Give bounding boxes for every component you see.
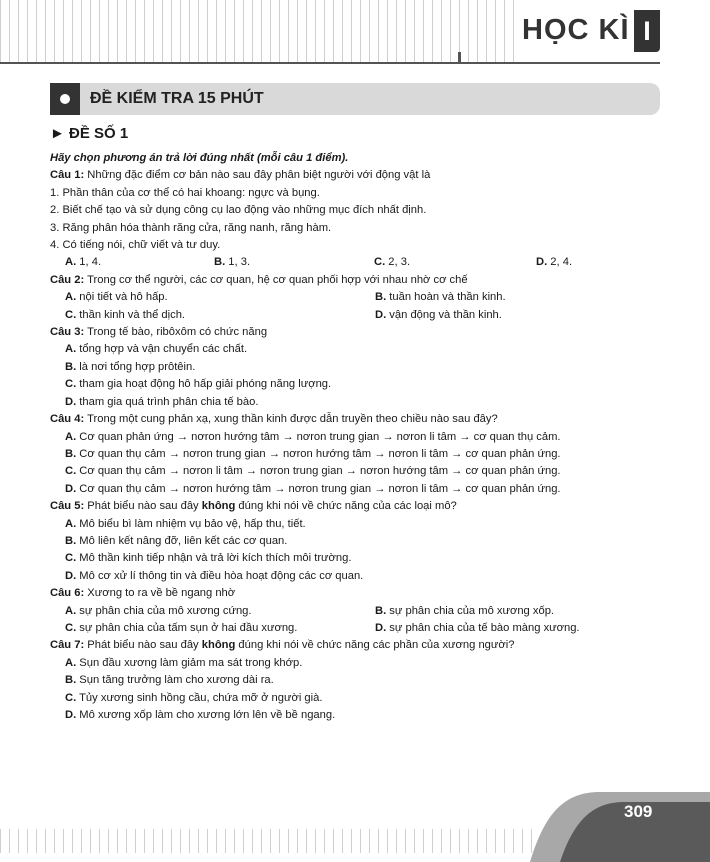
question-4 [50, 411, 630, 428]
answer-option: B. Sụn tăng trưởng làm cho xương dài ra. [65, 674, 274, 687]
question-7: Câu 7: Phát biểu nào sau đây không đúng khi nói về chức năng các phần của xương người? [50, 639, 515, 652]
footer-ruler-decoration [0, 829, 540, 853]
question-label: Câu 4: [50, 413, 85, 426]
bullet-dot-icon [60, 94, 70, 104]
answer-option: D. Cơ quan thụ cảm → nơron hướng tâm → nơron trung gian → nơron li tâm → cơ quan phản ứng. [65, 482, 561, 495]
question-1 [50, 167, 630, 184]
header-divider [0, 62, 660, 64]
question-6 [50, 585, 630, 602]
question-2 [50, 272, 630, 289]
answer-option: C. tham gia hoạt động hô hấp giải phóng năng lượng. [65, 378, 332, 391]
answer-option: C. sự phân chia của tấm sụn ở hai đầu xương. [65, 621, 298, 634]
answer-option: B. Cơ quan thụ cảm → nơron trung gian → nơron hướng tâm → nơron li tâm → cơ quan phản ứng. [65, 447, 561, 460]
answer-option: B. 1, 3. [214, 256, 251, 269]
section-title: ĐỀ KIỂM TRA 15 PHÚT [90, 90, 264, 107]
chapter-title: HỌC KÌ [522, 14, 630, 46]
header-ruler-decoration [0, 0, 520, 62]
emphasis-word: không [201, 500, 236, 513]
answer-option: D. tham gia quá trình phân chia tế bào. [65, 395, 259, 408]
answer-options [50, 620, 630, 637]
statement-item: 3. Răng phân hóa thành răng cửa, răng nanh, răng hàm. [50, 221, 332, 234]
page-corner-decoration [520, 772, 710, 862]
chapter-number-badge: I [634, 10, 660, 52]
question-label: Câu 7: [50, 639, 85, 652]
header-marker [458, 52, 461, 62]
statement-item: 2. Biết chế tạo và sử dụng công cụ lao động vào những mục đích nhất định. [50, 204, 427, 217]
question-text: Những đặc điểm cơ bản nào sau đây phân biệt người với động vật là [84, 169, 431, 182]
answer-option: B. sự phân chia của mô xương xốp. [375, 604, 555, 617]
answer-option: A. Cơ quan phản ứng → nơron hướng tâm → nơron trung gian → nơron li tâm → cơ quan thụ cảm. [65, 430, 561, 443]
question-label: Câu 5: [50, 500, 85, 513]
question-text: Xương to ra về bề ngang nhờ [84, 587, 236, 600]
answer-option: A. tổng hợp và vận chuyển các chất. [65, 343, 248, 356]
statement-item: 1. Phần thân của cơ thể có hai khoang: ngực và bụng. [50, 186, 320, 199]
exam-number: ► ĐỀ SỐ 1 [50, 125, 129, 142]
answer-option: B. là nơi tổng hợp prôtêin. [65, 360, 196, 373]
page-number: 309 [624, 802, 653, 821]
answer-option: D. Mô xương xốp làm cho xương lớn lên về bề ngang. [65, 709, 336, 721]
answer-option: C. Cơ quan thụ cảm → nơron li tâm → nơron trung gian → nơron hướng tâm → cơ quan phản ứng. [65, 465, 561, 478]
exam-content [50, 124, 630, 724]
answer-option: C. Tủy xương sinh hồng cầu, chứa mỡ ở người già. [65, 691, 323, 704]
question-text: Trong tế bào, ribôxôm có chức năng [84, 326, 268, 339]
answer-option: A. Sụn đầu xương làm giảm ma sát trong khớp. [65, 656, 303, 669]
answer-option: D. 2, 4. [536, 256, 573, 269]
answer-option: A. Mô biểu bì làm nhiệm vụ bảo vệ, hấp thu, tiết. [65, 517, 306, 530]
question-5: Câu 5: Phát biểu nào sau đây không đúng khi nói về chức năng của các loại mô? [50, 500, 457, 513]
exam-instruction: Hãy chọn phương án trả lời đúng nhất (mỗi câu 1 điểm). [50, 152, 349, 164]
answer-option: D. sự phân chia của tế bào màng xương. [375, 621, 580, 634]
answer-options [50, 289, 630, 306]
statement-item: 4. Có tiếng nói, chữ viết và tư duy. [50, 239, 221, 252]
answer-option: B. tuần hoàn và thần kinh. [375, 291, 506, 304]
answer-option: C. 2, 3. [374, 256, 411, 269]
question-label: Câu 1: [50, 169, 85, 182]
question-3 [50, 324, 630, 341]
emphasis-word: không [201, 639, 236, 652]
question-text: Trong cơ thể người, các cơ quan, hệ cơ quan phối hợp với nhau nhờ cơ chế [84, 273, 468, 286]
answer-option: A. sự phân chia của mô xương cứng. [65, 604, 252, 617]
answer-option: D. vận động và thần kinh. [375, 308, 502, 321]
question-label: Câu 6: [50, 587, 85, 600]
answer-option: D. Mô cơ xử lí thông tin và điều hòa hoạt động các cơ quan. [65, 569, 364, 582]
answer-options [50, 307, 630, 324]
question-label: Câu 3: [50, 326, 85, 339]
answer-option: C. thần kinh và thể dịch. [65, 308, 186, 321]
question-label: Câu 2: [50, 273, 85, 286]
answer-option: B. Mô liên kết nâng đỡ, liên kết các cơ quan. [65, 534, 288, 547]
answer-options [50, 603, 630, 620]
answer-options [50, 254, 630, 271]
answer-option: A. 1, 4. [65, 256, 102, 269]
answer-option: C. Mô thần kinh tiếp nhận và trả lời kích thích môi trường. [65, 552, 352, 565]
answer-option: A. nội tiết và hô hấp. [65, 291, 168, 304]
question-text: Trong một cung phản xạ, xung thần kinh được dẫn truyền theo chiều nào sau đây? [84, 413, 498, 426]
